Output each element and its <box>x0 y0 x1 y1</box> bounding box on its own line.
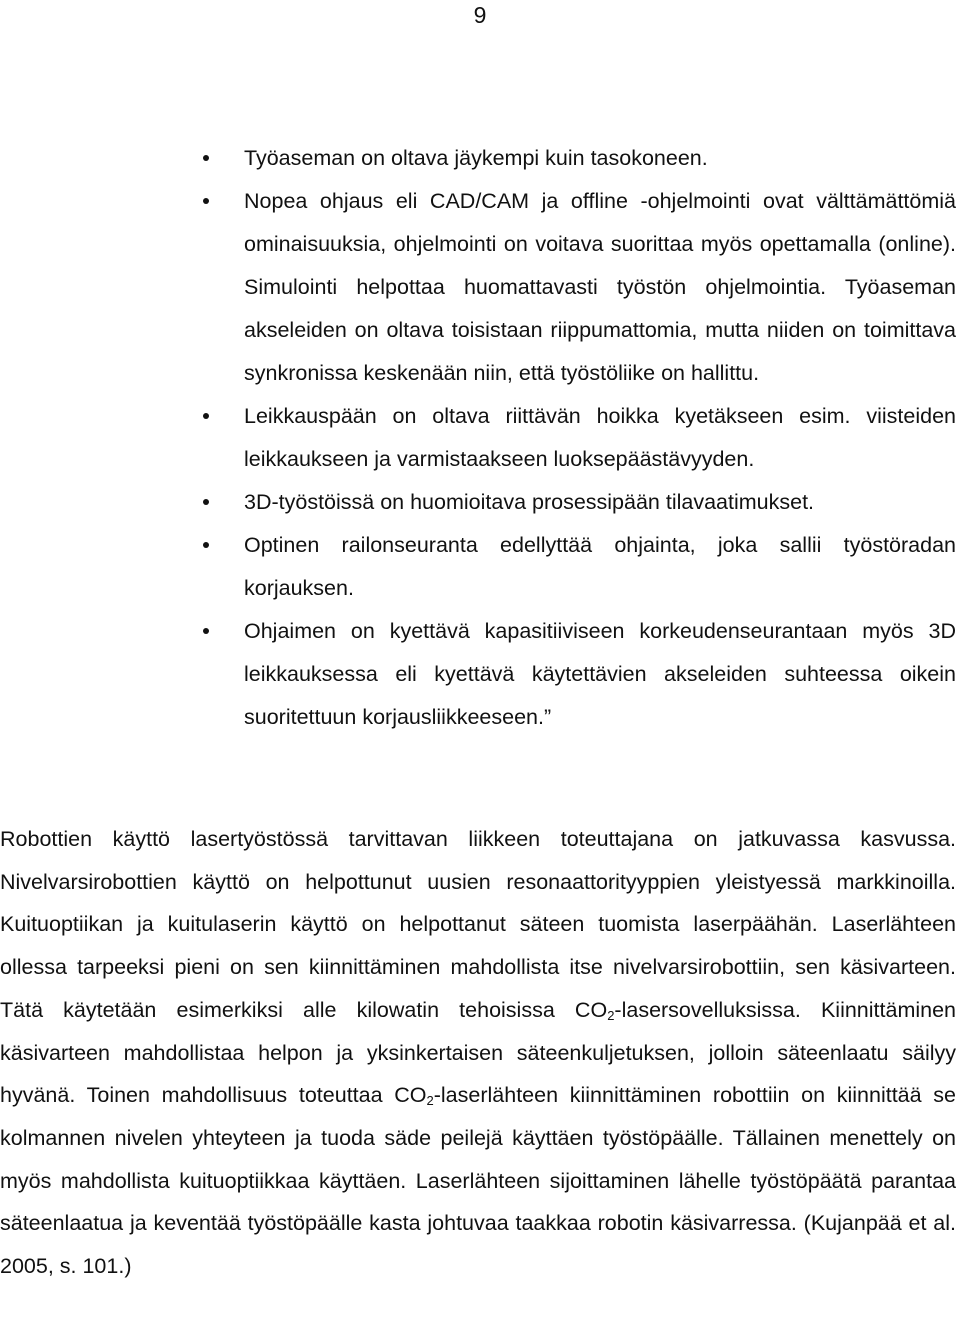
page-number: 9 <box>473 2 487 28</box>
bullet-icon <box>203 499 209 505</box>
bullet-item <box>200 395 956 481</box>
co2-subscript: 2 <box>426 1093 434 1109</box>
bullet-text: Työaseman on oltava jäykempi kuin tasokoneen. <box>244 146 708 170</box>
paragraph-text-part-3: -laserlähteen kiinnittäminen robottiin on kiinnittää se kolmannen nivelen yhteyteen ja tuoda säde peilejä käyttäen työstöpäälle. Tällainen menettely on myös mahdollista kuituoptiikkaa käyttäen. Laserlähteen sijoittaminen lähelle työstöpäätä parantaa säteenlaatua ja keventää työstöpäälle kasta johtuvaa taakkaa robotin käsivarressa. (Kujanpää et al. 2005, s. 101.) <box>0 1083 956 1279</box>
bullet-item <box>200 137 956 180</box>
requirements-bullet-list <box>200 137 956 739</box>
bullet-item <box>200 180 956 395</box>
body-paragraph <box>0 818 956 1288</box>
co2-subscript: 2 <box>607 1007 615 1023</box>
bullet-icon <box>203 413 209 419</box>
bullet-icon <box>203 198 209 204</box>
bullet-item <box>200 481 956 524</box>
bullet-text: Leikkauspään on oltava riittävän hoikka kyetäkseen esim. viisteiden leikkaukseen ja varmistaakseen luoksepäästävyyden. <box>244 404 956 471</box>
bullet-item <box>200 610 956 739</box>
bullet-text: 3D-työstöissä on huomioitava prosessipään tilavaatimukset. <box>244 490 815 514</box>
bullet-item <box>200 524 956 610</box>
paragraph-text-part-2: -lasersovelluksissa. Kiinnittäminen käsivarteen mahdollistaa helpon ja yksinkertaisen säteenkuljetuksen, jolloin säteenlaatu säilyy hyvänä. Toinen mahdollisuus toteuttaa CO <box>0 997 957 1108</box>
bullet-icon <box>203 542 209 548</box>
bullet-icon <box>203 628 209 634</box>
bullet-text: Optinen railonseuranta edellyttää ohjainta, joka sallii työstöradan korjauksen. <box>244 533 956 600</box>
bullet-text: Nopea ohjaus eli CAD/CAM ja offline -ohjelmointi ovat välttämättömiä ominaisuuksia, ohjelmointi on voitava suorittaa myös opettamalla (online). Simulointi helpottaa huomattavasti työstön ohjelmointia. Työaseman akseleiden on oltava toisistaan riippumattomia, mutta niiden on toimittava synkronissa keskenään niin, että työstöliike on hallittu. <box>244 189 956 385</box>
paragraph-text-part-1: Robottien käyttö lasertyöstössä tarvittavan liikkeen toteuttajana on jatkuvassa kasvussa. Nivelvarsirobottien käyttö on helpottunut uusien resonaattorityyppien yleistyessä markkinoilla. Kuituoptiikan ja kuitulaserin käyttö on helpottanut säteen tuomista laserpäähän. Laserlähteen ollessa tarpeeksi pieni on sen kiinnittäminen mahdollista itse nivelvarsirobottiin, sen käsivarteen. Tätä käytetään esimerkiksi alle kilowatin tehoisissa CO <box>0 827 956 1022</box>
bullet-icon <box>203 155 209 161</box>
bullet-text: Ohjaimen on kyettävä kapasitiiviseen korkeudenseurantaan myös 3D leikkauksessa eli kyettävä käytettävien akseleiden suhteessa oikein suoritettuun korjausliikkeeseen.” <box>244 619 956 729</box>
